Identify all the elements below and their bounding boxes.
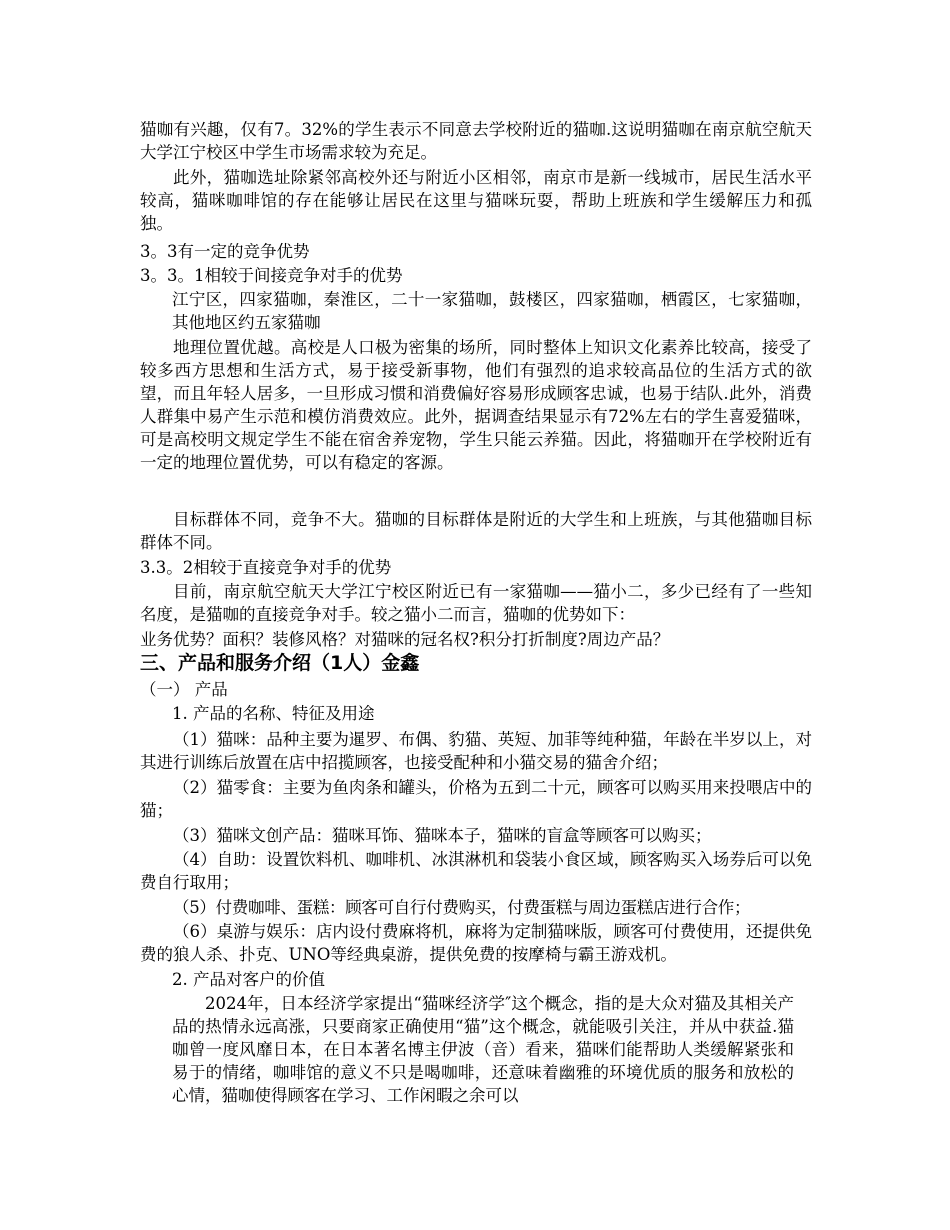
paragraph-district-count: 江宁区，四家猫咖，秦淮区，二十一家猫咖，鼓楼区，四家猫咖，栖霞区，七家猫咖，其他地区约五家猫咖 xyxy=(172,290,812,332)
product-item-self-service: （4）自助：设置饮料机、咖啡机、冰淇淋机和袋装小食区域，顾客购买入场券后可以免费自行取用； xyxy=(140,850,812,892)
section-heading-3-3: 3。3有一定的竞争优势 xyxy=(140,242,310,261)
paragraph-advantage-questions: 业务优势？面积？装修风格？对猫咪的冠名权?积分打折制度?周边产品？ xyxy=(140,630,670,649)
paragraph-target-group: 目标群体不同，竞争不大。猫咖的目标群体是附近的大学生和上班族，与其他猫咖目标群体不同。 xyxy=(140,510,812,552)
chapter-heading-products: 三、产品和服务介绍（1人）金鑫 xyxy=(140,652,420,674)
section-heading-3-3-1: 3。3。1相较于间接竞争对手的优势 xyxy=(140,266,403,285)
product-item-creative: （3）猫咪文创产品：猫咪耳饰、猫咪本子，猫咪的盲盒等顾客可以购买； xyxy=(173,826,712,845)
product-item-cats: （1）猫咪：品种主要为暹罗、布偶、豹猫、英短、加菲等纯种猫，年龄在半岁以上，对其进行训练后放置在店中招揽顾客，也接受配种和小猫交易的猫舍介绍； xyxy=(140,730,812,772)
product-item-games: （6）桌游与娱乐：店内设付费麻将机，麻将为定制猫咪版，顾客可付费使用，还提供免费的狼人杀、扑克、UNO等经典桌游，提供免费的按摩椅与霸王游戏机。 xyxy=(140,922,812,964)
paragraph-location: 此外，猫咖选址除紧邻高校外还与附近小区相邻，南京市是新一线城市，居民生活水平较高，猫咪咖啡馆的存在能够让居民在这里与猫咪玩耍，帮助上班族和学生缓解压力和孤独。 xyxy=(140,168,812,233)
section-heading-3-3-2: 3.3。2相较于直接竞争对手的优势 xyxy=(140,558,392,577)
paragraph-cat-economics: 2024年，日本经济学家提出“猫咪经济学″这个概念，指的是大众对猫及其相关产品的热情永远高涨，只要商家正确使用“猫”这个概念，就能吸引关注，并从中获益.猫咖曾一度风靡日本，在日本著名博主伊波（音）看来，猫咪们能帮助人类缓解紧张和易于的情绪，咖啡馆的意义不只是喝咖啡，还意味着幽雅的环境优质的服务和放松的心情，猫咖使得顾客在学习、工作闲暇之余可以 xyxy=(172,994,794,1105)
subsection-heading-products: （一） 产品 xyxy=(140,680,228,699)
paragraph-direct-competitor: 目前，南京航空航天大学江宁校区附近已有一家猫咖——猫小二，多少已经有了一些知名度，是猫咖的直接竞争对手。较之猫小二而言，猫咖的优势如下： xyxy=(140,582,812,624)
item-heading-product-features: 1. 产品的名称、特征及用途 xyxy=(172,704,375,723)
paragraph-geography: 地理位置优越。高校是人口极为密集的场所，同时整体上知识文化素养比较高，接受了较多西方思想和生活方式，易于接受新事物，他们有强烈的追求较高品位的生活方式的欲望，而且年轻人居多，一旦形成习惯和消费偏好容易形成顾客忠诚，也易于结队.此外，消费人群集中易产生示范和模仿消费效应。此外，据调查结果显示有72%左右的学生喜爱猫咪，可是高校明文规定学生不能在宿舍养宠物，学生只能云养猫。因此，将猫咖开在学校附近有一定的地理位置优势，可以有稳定的客源。 xyxy=(140,338,812,472)
product-item-paid-coffee: （5）付费咖啡、蛋糕：顾客可自行付费购买，付费蛋糕与周边蛋糕店进行合作； xyxy=(173,898,751,917)
product-item-snacks: （2）猫零食：主要为鱼肉条和罐头，价格为五到二十元，顾客可以购买用来投喂店中的猫； xyxy=(140,778,812,820)
paragraph-demand: 猫咖有兴趣，仅有7。32%的学生表示不同意去学校附近的猫咖.这说明猫咖在南京航空航天大学江宁校区中学生市场需求较为充足。 xyxy=(140,120,812,162)
item-heading-customer-value: 2. 产品对客户的价值 xyxy=(172,970,325,989)
